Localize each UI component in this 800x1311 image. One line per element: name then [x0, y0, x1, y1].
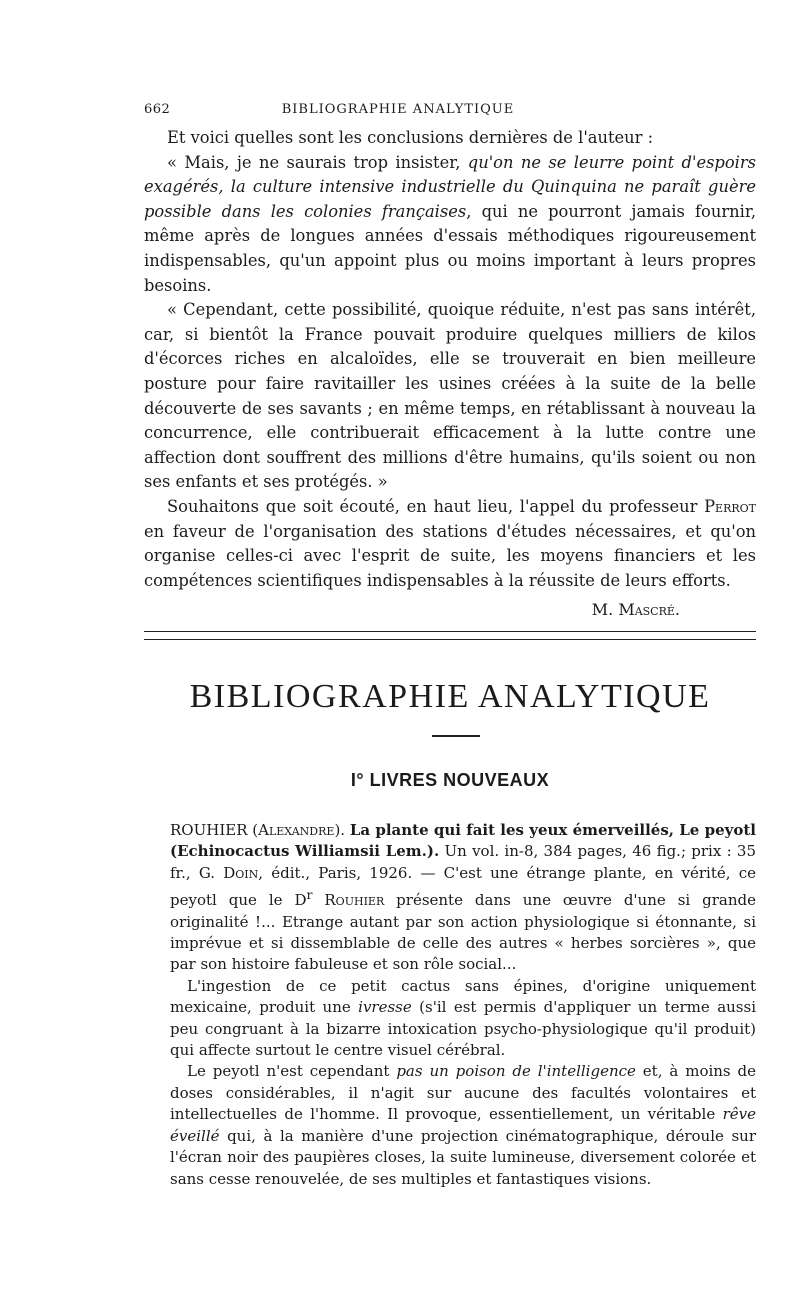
running-head [144, 102, 652, 122]
review-p1-end: présente dans une œuvre d'une si grande originalité !... Etrange autant par son action physiologique si étonnante, si imprévue et si dissemblable de celle des autres « herbes sorcières », que par son histoire fabuleuse et son rôle social... [170, 891, 756, 974]
review-publisher: Doin [223, 863, 259, 882]
intro-text: Et voici quelles sont les conclusions dernières de l'auteur : [167, 128, 654, 147]
quote1-start: « Mais, je ne saurais trop insister, [167, 152, 468, 172]
quote2-text: « Cependant, cette possibilité, quoique réduite, n'est pas sans intérêt, car, si bientôt la France pouvait produire quelques milliers de kilos d'écorces riches en alcaloïdes, elle se trouverait en bien meilleure posture pour faire ravitailler les usines créées à la suite de la belle découverte de ses savants ; en même temps, en rétablissant à nouveau la concurrence, elle contribuerait efficacement à la lutte contre une affection dont souffrent des millions d'être humains, qu'ils soient ou non ses enfants et ses protégés. » [144, 300, 756, 492]
page-number: 662 [144, 102, 171, 117]
review-author-first: (Alexandre). [252, 821, 346, 839]
review-author-last: ROUHIER [170, 821, 248, 839]
review-p3-mid: et, à moins de doses considérables, il n'agit sur aucune des facultés volontaires et intellectuelles de l'homme. Il provoque, essentiellement, un véritable [170, 1062, 757, 1124]
review-author-mention: Rouhier [312, 891, 385, 910]
conclusion-start: Souhaitons que soit écouté, en haut lieu, l'appel du professeur [167, 496, 705, 516]
paragraph-quote-2 [144, 298, 756, 495]
review-paragraph-2 [170, 976, 756, 1062]
paragraph-intro [144, 126, 756, 151]
quote1-italic: qu'on ne se leurre point d'espoirs exagérés, la culture intensive industrielle du Quinquina ne paraît guère possible dans les colonies françaises [144, 152, 757, 221]
review-p2-end: (s'il est permis d'appliquer un terme aussi peu congruant à la bizarre intoxication psycho-physiologique qu'il produit) qui affecte surtout le centre visuel cérébral. [170, 998, 756, 1060]
section-title: BIBLIOGRAPHIE ANALYTIQUE [189, 678, 711, 715]
review-book-title: La plante qui fait les yeux émerveillés, Le peyotl (Echinocactus Williamsii Lem.). [170, 821, 756, 861]
signature-initial: M. [591, 600, 619, 620]
review-place-date: , édit., Paris, 1926. — C'est une étrange plante, en vérité, ce peyotl que le D [170, 863, 756, 910]
review-p2-italic: ivresse [358, 998, 412, 1017]
review-p3-italic: pas un poison de l'intelligence [396, 1062, 636, 1081]
review-p3-start: Le peyotl n'est cependant [187, 1062, 397, 1081]
book-review [170, 820, 756, 1190]
signature-name: Mascré. [618, 600, 680, 620]
article-body [144, 126, 756, 623]
conclusion-end: en faveur de l'organisation des stations d'études nécessaires, et qu'on organise celles-ci avec l'esprit de suite, les moyens financiers et les compétences scientifiques indispensables à la réussite de leurs efforts. [144, 521, 756, 590]
title-underline [432, 735, 480, 737]
signature [144, 598, 756, 623]
running-title: BIBLIOGRAPHIE ANALYTIQUE [281, 102, 515, 117]
review-book-details: Un vol. in-8, 384 pages, 46 fig.; prix : 35 fr., G. [170, 842, 756, 882]
paragraph-conclusion [144, 495, 756, 593]
professor-name: Perrot [704, 496, 756, 516]
review-p3-end: qui, à la manière d'une projection cinématographique, déroule sur l'écran noir des paupières closes, la suite lumineuse, diversement colorée et sans cesse renouvelée, de ses multiples et fantastiques visions. [170, 1126, 756, 1188]
section-subtitle: I° LIVRES NOUVEAUX [350, 770, 550, 790]
quote1-end: , qui ne pourront jamais fournir, même après de longues années d'essais méthodiques rigoureusement indispensables, qu'un appoint plus ou moins important à leurs propres besoins. [144, 201, 756, 295]
section-divider-top [144, 631, 756, 632]
paragraph-quote-1 [144, 151, 756, 299]
section-divider-bottom [144, 639, 756, 640]
review-paragraph-3 [170, 1061, 756, 1189]
review-paragraph-1 [170, 820, 756, 976]
review-dr-sup: r [306, 887, 313, 903]
review-p3-italic2: rêve éveillé [170, 1105, 756, 1145]
review-p2-start: L'ingestion de ce petit cactus sans épines, d'origine uniquement mexicaine, produit une [170, 976, 756, 1017]
